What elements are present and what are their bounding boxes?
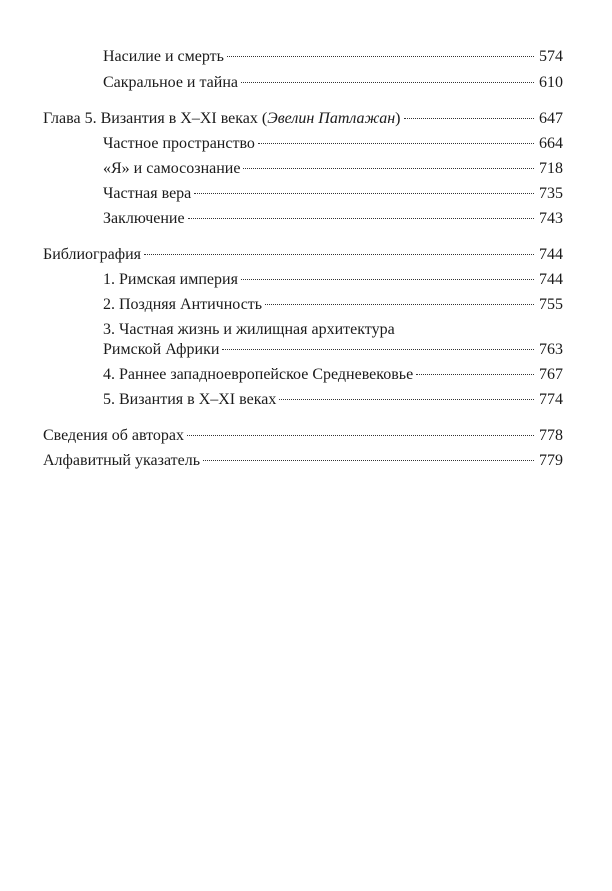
toc-page-number: 735 bbox=[539, 185, 563, 202]
toc-entry-bibliography[interactable] bbox=[43, 243, 563, 267]
toc-entry-title: Частное пространство bbox=[103, 135, 255, 152]
dot-leader bbox=[203, 460, 534, 461]
toc-entry-title: Сведения об авторах bbox=[43, 427, 185, 444]
toc-page-number: 610 bbox=[539, 74, 563, 91]
toc-entry-late-antiquity[interactable] bbox=[103, 293, 563, 317]
toc-entry-title: «Я» и самосознание bbox=[103, 160, 241, 177]
toc-chapter-title: Глава 5. Византия в X–XI веках (Эвелин Патлажан) bbox=[43, 110, 401, 127]
toc-page-number: 767 bbox=[539, 366, 563, 383]
dot-leader bbox=[265, 304, 534, 305]
toc-entry-title-line1: 3. Частная жизнь и жилищная архитектура bbox=[103, 321, 395, 338]
toc-entry-sacred-secret[interactable] bbox=[103, 71, 563, 95]
dot-leader bbox=[404, 118, 535, 119]
dot-leader bbox=[222, 349, 534, 350]
toc-entry-self-awareness[interactable] bbox=[103, 157, 563, 181]
dot-leader bbox=[258, 143, 534, 144]
toc-entry-roman-africa[interactable] bbox=[103, 338, 563, 362]
toc-entry-conclusion[interactable] bbox=[103, 207, 563, 231]
dot-leader bbox=[194, 193, 534, 194]
toc-page-number: 744 bbox=[539, 246, 563, 263]
toc-entry-private-faith[interactable] bbox=[103, 182, 563, 206]
toc-entry-title: Библиография bbox=[43, 246, 141, 263]
toc-entry-title: 5. Византия в X–XI веках bbox=[103, 391, 277, 408]
toc-entry-early-medieval[interactable] bbox=[103, 363, 563, 387]
toc-page-number: 744 bbox=[539, 271, 563, 288]
dot-leader bbox=[188, 218, 534, 219]
toc-entry-violence-death[interactable] bbox=[103, 45, 563, 69]
toc-entry-title: Сакральное и тайна bbox=[103, 74, 239, 91]
toc-entry-title: 4. Раннее западноевропейское Средневековье bbox=[103, 366, 414, 383]
toc-page-number: 574 bbox=[539, 48, 563, 65]
dot-leader bbox=[416, 374, 534, 375]
dot-leader bbox=[243, 168, 534, 169]
toc-entry-about-authors[interactable] bbox=[43, 424, 563, 448]
dot-leader bbox=[279, 399, 534, 400]
toc-page-number: 718 bbox=[539, 160, 563, 177]
toc-entry-roman-empire[interactable] bbox=[103, 268, 563, 292]
toc-entry-title: Заключение bbox=[103, 210, 185, 227]
toc-entry-title: 1. Римская империя bbox=[103, 271, 238, 288]
dot-leader bbox=[241, 279, 534, 280]
toc-entry-title: Насилие и смерть bbox=[103, 48, 224, 65]
toc-entry-title: Римской Африки bbox=[103, 341, 220, 358]
toc-page-number: 755 bbox=[539, 296, 563, 313]
toc-page-number: 664 bbox=[539, 135, 563, 152]
chapter-author: Эвелин Патлажан bbox=[267, 110, 396, 127]
dot-leader bbox=[187, 435, 534, 436]
toc-entry-title: 2. Поздняя Античность bbox=[103, 296, 263, 313]
toc-entry-title: Частная вера bbox=[103, 185, 192, 202]
dot-leader bbox=[241, 82, 534, 83]
toc-page-number: 763 bbox=[539, 341, 563, 358]
toc-page-number: 774 bbox=[539, 391, 563, 408]
dot-leader bbox=[227, 56, 534, 57]
toc-entry-private-space[interactable] bbox=[103, 132, 563, 156]
toc-page-number: 647 bbox=[539, 110, 563, 127]
toc-page-number: 778 bbox=[539, 427, 563, 444]
toc-entry-index[interactable] bbox=[43, 449, 563, 473]
toc-entry-chapter-5[interactable] bbox=[43, 107, 563, 131]
toc-entry-title: Алфавитный указатель bbox=[43, 452, 201, 469]
toc-page-number: 779 bbox=[539, 452, 563, 469]
toc-entry-byzantium[interactable] bbox=[103, 388, 563, 412]
toc-page-number: 743 bbox=[539, 210, 563, 227]
dot-leader bbox=[144, 254, 534, 255]
